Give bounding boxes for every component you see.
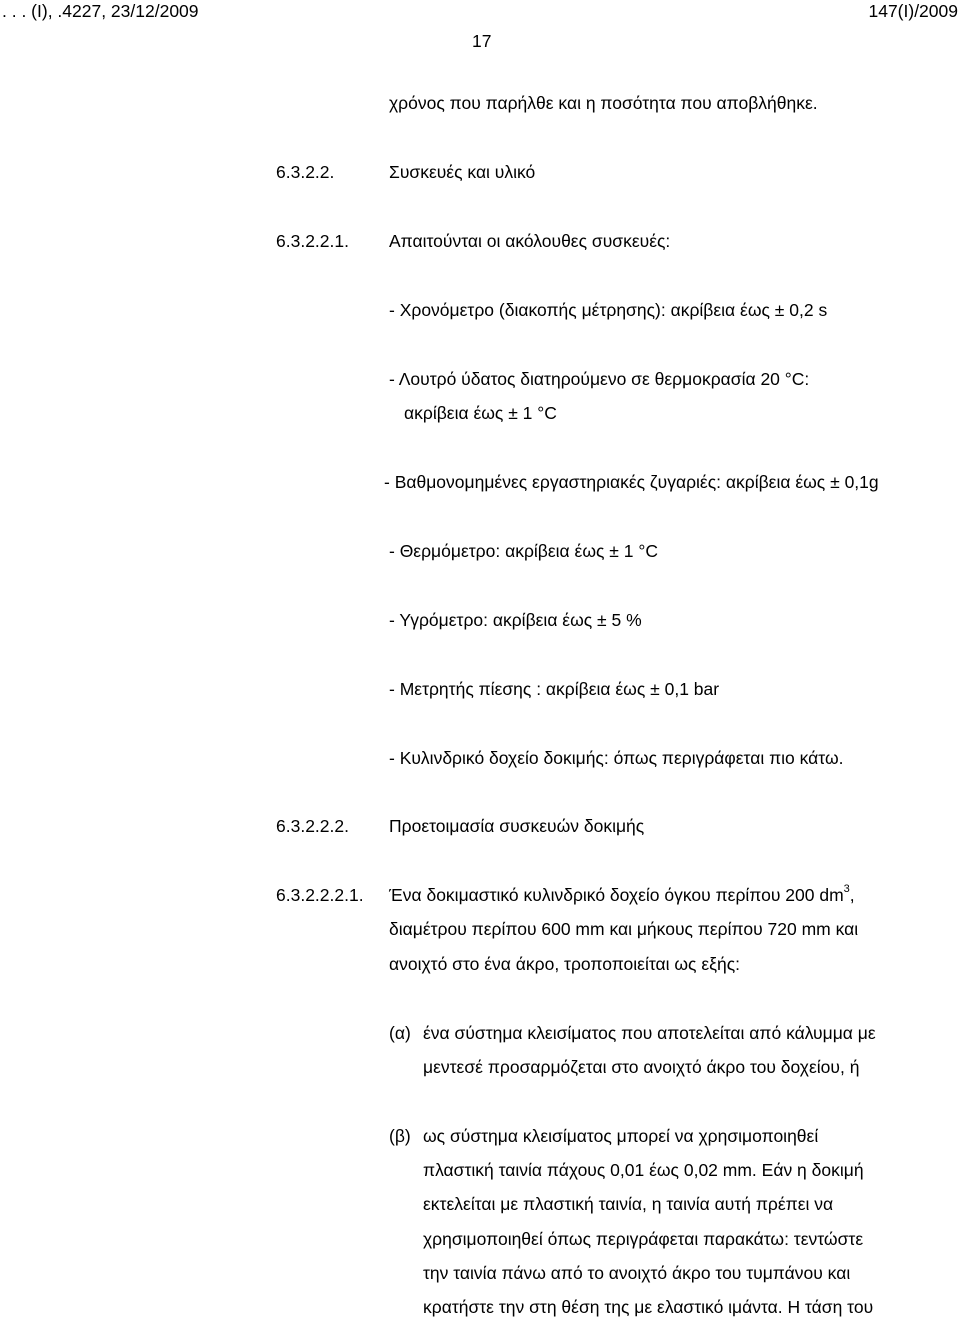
item-label: (β): [389, 1126, 411, 1146]
section-title: Συσκευές και υλικό: [389, 162, 536, 182]
section-text: Απαιτούνται οι ακόλουθες συσκευές:: [389, 231, 671, 251]
continuation-line: χρόνος που παρήλθε και η ποσότητα που αποβλήθηκε.: [389, 93, 818, 113]
paragraph-line: διαμέτρου περίπου 600 mm και μήκους περίπου 720 mm και: [389, 919, 859, 939]
list-item: - Υγρόμετρο: ακρίβεια έως ± 5 %: [389, 610, 642, 630]
list-item: - Θερμόμετρο: ακρίβεια έως ± 1 °C: [389, 541, 658, 561]
item-line: χρησιμοποιηθεί όπως περιγράφεται παρακάτω: τεντώστε: [423, 1229, 864, 1249]
section-number: 6.3.2.2.1.: [276, 231, 349, 251]
list-item-continuation: ακρίβεια έως ± 1 °C: [404, 403, 557, 423]
list-item: - Μετρητής πίεσης : ακρίβεια έως ± 0,1 bar: [389, 679, 720, 699]
superscript: 3: [843, 883, 850, 895]
item-line: την ταινία πάνω από το ανοιχτό άκρο του τυμπάνου και: [423, 1263, 851, 1283]
page-number: 17: [472, 31, 492, 51]
paragraph-line: [389, 884, 855, 906]
list-item: - Λουτρό ύδατος διατηρούμενο σε θερμοκρασία 20 °C:: [389, 369, 810, 389]
item-line: πλαστική ταινία πάχους 0,01 έως 0,02 mm. Εάν η δοκιμή: [423, 1160, 864, 1180]
item-line: εκτελείται με πλαστική ταινία, η ταινία αυτή πρέπει να: [423, 1194, 834, 1214]
section-number: 6.3.2.2.2.1.: [276, 885, 364, 905]
section-number: 6.3.2.2.: [276, 162, 335, 182]
item-line: ένα σύστημα κλεισίματος που αποτελείται από κάλυμμα με: [423, 1023, 876, 1043]
item-line: ως σύστημα κλεισίματος μπορεί να χρησιμοποιηθεί: [423, 1126, 819, 1146]
item-label: (α): [389, 1023, 411, 1043]
item-line: μεντεσέ προσαρμόζεται στο ανοιχτό άκρο του δοχείου, ή: [423, 1057, 860, 1077]
section-title: Προετοιμασία συσκευών δοκιμής: [389, 816, 645, 836]
list-item: - Βαθμονομημένες εργαστηριακές ζυγαριές: ακρίβεια έως ± 0,1g: [384, 472, 879, 492]
paragraph-text: Ένα δοκιμαστικό κυλινδρικό δοχείο όγκου περίπου 200 dm: [389, 885, 844, 905]
item-line: κρατήστε την στη θέση της με ελαστικό ιμάντα. Η τάση του: [423, 1297, 874, 1317]
paragraph-punct: ,: [849, 885, 855, 905]
paragraph-line: ανοιχτό στο ένα άκρο, τροποποιείται ως εξής:: [389, 954, 741, 974]
header-left: . . . (Ι), .4227, 23/12/2009: [2, 1, 199, 21]
list-item: - Χρονόμετρο (διακοπής μέτρησης): ακρίβεια έως ± 0,2 s: [389, 300, 828, 320]
section-number: 6.3.2.2.2.: [276, 816, 349, 836]
list-item: - Κυλινδρικό δοχείο δοκιμής: όπως περιγράφεται πιο κάτω.: [389, 748, 844, 768]
header-right: 147(Ι)/2009: [868, 1, 958, 21]
